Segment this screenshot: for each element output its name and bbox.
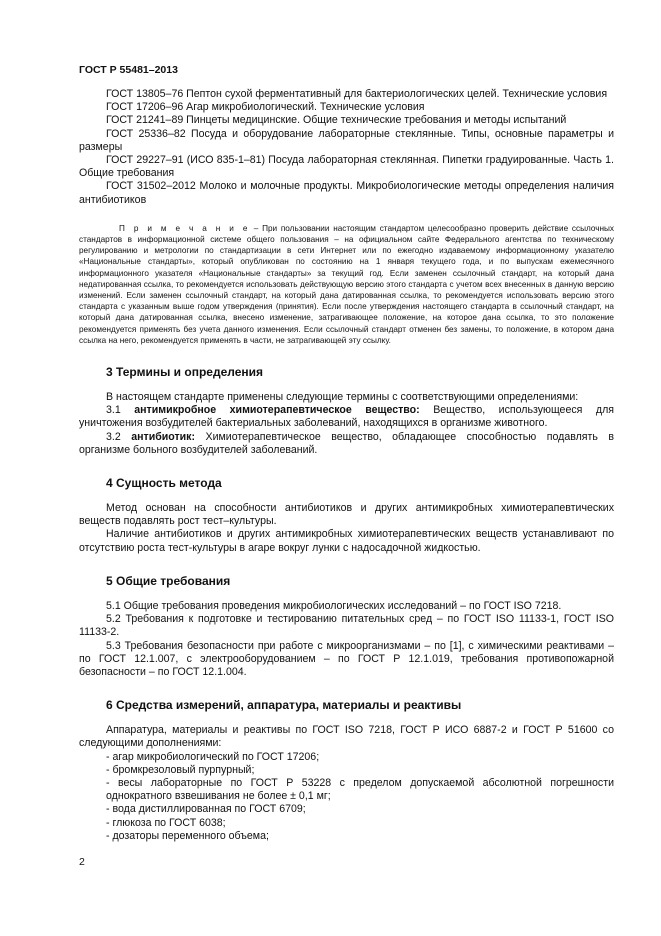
page-header: ГОСТ Р 55481–2013 <box>79 64 178 76</box>
section-3-title: 3 Термины и определения <box>106 365 264 380</box>
list-item: - дозаторы переменного объема; <box>106 829 269 842</box>
list-item: - весы лабораторные по ГОСТ Р 53228 с пределом допускаемой абсолютной погрешности однократного взвешивания не более ± 0,1 мг; <box>106 776 614 803</box>
section-5-paragraph: 5.3 Требования безопасности при работе с микроорганизмами – по [1], с химическими реактивами – по ГОСТ 12.1.007, с электрооборудованием – по ГОСТ Р 12.1.019, требования противопожарной безопасности – по ГОСТ 12.1.004. <box>79 639 614 678</box>
section-6-intro: Аппаратура, материалы и реактивы по ГОСТ ISO 7218, ГОСТ Р ИСО 6887-2 и ГОСТ Р 51600 со следующими дополнениями: <box>79 724 614 750</box>
term-number: 3.1 <box>106 404 135 417</box>
section-6-title: 6 Средства измерений, аппаратура, материалы и реактивы <box>106 698 462 713</box>
reference-item: ГОСТ 29227–91 (ИСО 835-1–81) Посуда лабораторная стеклянная. Пипетки градуированные. Часть 1. Общие требования <box>79 154 614 180</box>
note-paragraph <box>79 223 614 346</box>
reference-item: ГОСТ 13805–76 Пептон сухой ферментативный для бактериологических целей. Технические условия <box>106 88 608 100</box>
note-block <box>79 223 614 346</box>
section-3-intro: В настоящем стандарте применены следующие термины с соответствующими определениями: <box>106 391 579 404</box>
list-item: - агар микробиологический по ГОСТ 17206; <box>106 750 320 763</box>
term-definition: Химиотерапевтическое вещество, обладающее способностью подавлять в организме больного возбудителей заболеваний. <box>79 430 614 456</box>
section-4-paragraph: Метод основан на способности антибиотиков и других антимикробных химиотерапевтических веществ подавлять рост тест–культуры. <box>79 502 614 528</box>
page-number: 2 <box>79 856 85 868</box>
reference-item: ГОСТ 25336–82 Посуда и оборудование лабораторные стеклянные. Типы, основные параметры и размеры <box>79 127 614 153</box>
section-5-paragraph: 5.1 Общие требования проведения микробиологических исследований – по ГОСТ ISO 7218. <box>106 599 562 612</box>
term-number: 3.2 <box>106 430 132 443</box>
page-content <box>79 88 614 843</box>
list-item: - глюкоза по ГОСТ 6038; <box>106 816 226 829</box>
note-label: П р и м е ч а н и е <box>119 223 250 233</box>
section-4-title: 4 Сущность метода <box>106 476 222 491</box>
reference-item: ГОСТ 21241–89 Пинцеты медицинские. Общие технические требования и методы испытаний <box>106 114 567 127</box>
reference-item: ГОСТ 31502–2012 Молоко и молочные продукты. Микробиологические методы определения наличия антибиотиков <box>79 180 614 206</box>
list-item: - вода дистиллированная по ГОСТ 6709; <box>106 803 306 816</box>
term-definition: Вещество, использующееся для уничтожения возбудителей бактериальных заболеваний, находящихся в организме животного. <box>79 404 614 430</box>
term-name: антимикробное химиотерапевтическое вещество: <box>134 404 420 417</box>
reference-item: ГОСТ 17206–96 Агар микробиологический. Технические условия <box>106 101 425 114</box>
term-3-1 <box>79 404 614 430</box>
term-3-2 <box>79 431 614 457</box>
term-name: антибиотик: <box>131 430 196 443</box>
note-text: – При пользовании настоящим стандартом целесообразно проверить действие ссылочных стандартов в информационной системе общего пользования – на официальном сайте Федерального агентства по техническому регулированию и метрологии по стандартизации в сети Интернет или по ежегодно издаваемому информационному указателю «Национальные стандарты», который опубликован по состоянию на 1 января текущего года, и по выпускам ежемесячного информационного указателя «Национальные стандарты» за текущий год. Если заменен ссылочный стандарт, на который дана недатированная ссылка, то рекомендуется использовать действующую версию этого стандарта с учетом всех внесенных в данную версию изменений. Если заменен ссылочный стандарт, на который дана датированная ссылка, то рекомендуется использовать версию этого стандарта с указанным выше годом утверждения (принятия). Если после утверждения настоящего стандарта в ссылочный стандарт, на который дана датированная ссылка, внесено изменение, затрагивающее положение, на которое дана ссылка, то это положение рекомендуется применять без учета данного изменения. Если ссылочный стандарт отменен без замены, то положение, в котором дана ссылка на него, рекомендуется применять в части, не затрагивающей эту ссылку. <box>79 223 614 345</box>
list-item: - бромкрезоловый пурпурный; <box>106 763 255 776</box>
section-5-title: 5 Общие требования <box>106 573 231 588</box>
section-4-paragraph: Наличие антибиотиков и других антимикробных химиотерапевтических веществ устанавливают по отсутствию роста тест-культуры в агаре вокруг лунки с надосадочной жидкостью. <box>79 528 614 554</box>
section-5-paragraph: 5.2 Требования к подготовке и тестированию питательных сред – по ГОСТ ISO 11133-1, ГОСТ ISO 11133-2. <box>79 613 614 639</box>
